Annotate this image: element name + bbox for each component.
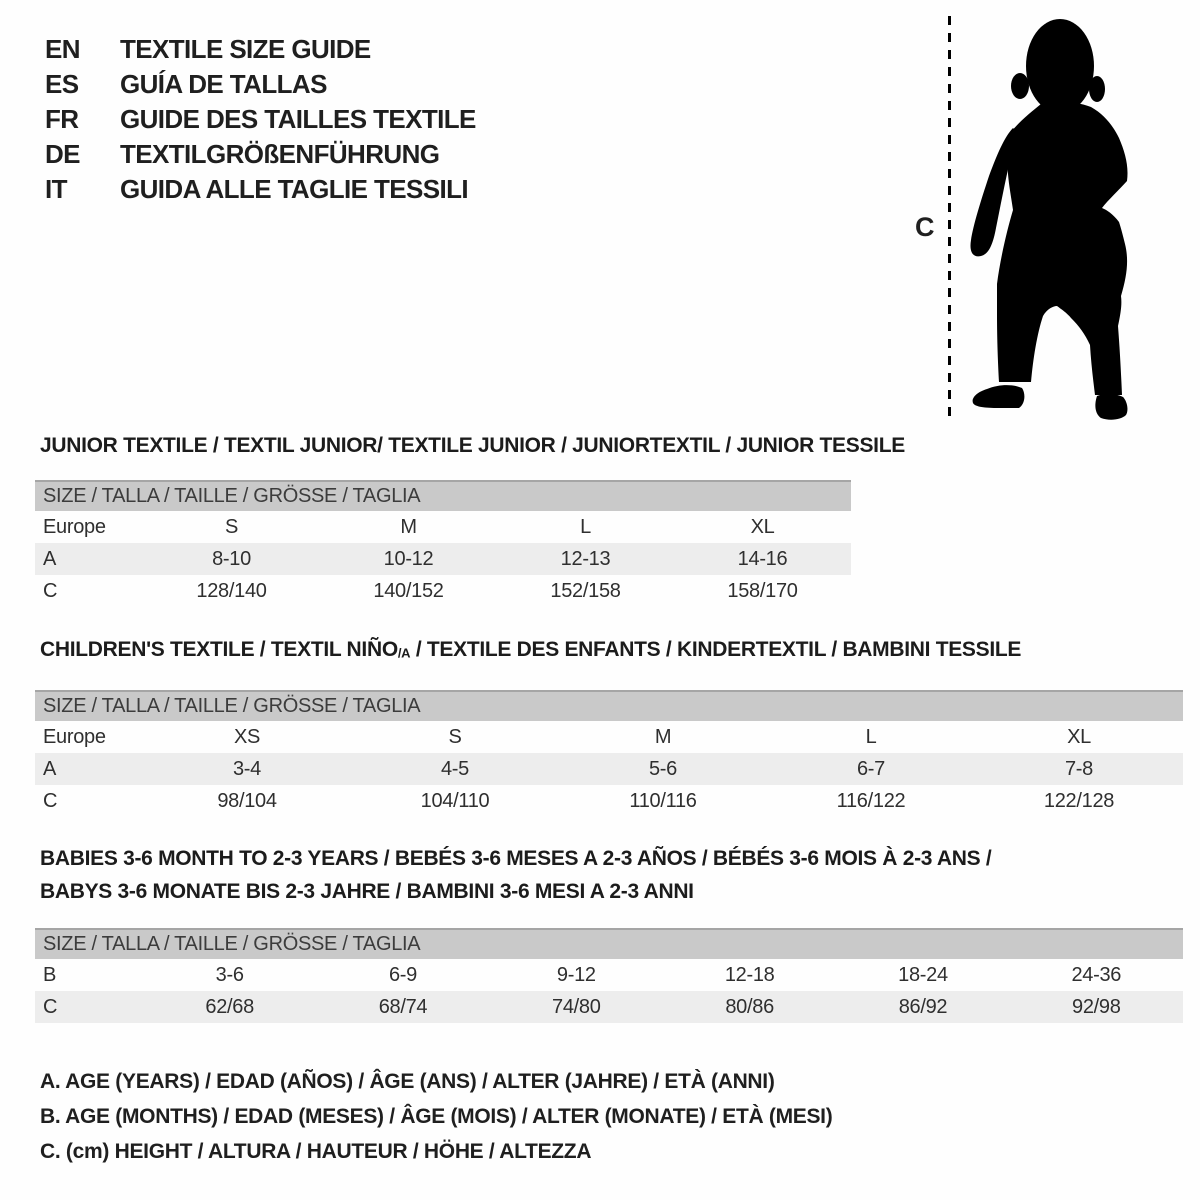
size-cell: XS: [233, 726, 261, 748]
size-cell: XL: [750, 516, 775, 538]
height-cell: 140/152: [373, 580, 444, 602]
language-title: GUIDE DES TAILLES TEXTILE: [120, 104, 476, 134]
size-cell: L: [580, 516, 591, 538]
language-code: DE: [45, 139, 80, 169]
row-label: Europe: [43, 726, 106, 748]
size-cell: M: [654, 726, 672, 748]
size-cell: S: [224, 516, 239, 538]
junior-size-header-bar: SIZE / TALLA / TAILLE / GRÖSSE / TAGLIA: [35, 480, 851, 511]
language-title: GUIDA ALLE TAGLIE TESSILI: [120, 174, 469, 204]
height-cell: 92/98: [1072, 996, 1121, 1018]
age-cell: 4-5: [440, 758, 469, 780]
size-cell: XL: [1067, 726, 1091, 748]
months-cell: 9-12: [556, 964, 596, 986]
legend-line-b: B. AGE (MONTHS) / EDAD (MESES) / ÂGE (MOIS) / ALTER (MONATE) / ETÀ (MESI): [40, 1105, 833, 1128]
language-row: [45, 32, 476, 67]
height-cell: 110/116: [629, 790, 697, 812]
months-cell: 3-6: [215, 964, 244, 986]
junior-row-age: [35, 543, 851, 575]
age-cell: 5-6: [648, 758, 677, 780]
months-cell: 6-9: [388, 964, 417, 986]
language-title: TEXTILE SIZE GUIDE: [120, 34, 371, 64]
childrens-row-age: [35, 753, 1183, 785]
size-cell: L: [865, 726, 877, 748]
height-measure-dashed-line: [948, 16, 951, 418]
language-title: GUÍA DE TALLAS: [120, 69, 327, 99]
childrens-row-height: [35, 785, 1183, 817]
height-cell: 80/86: [725, 996, 774, 1018]
height-c-label: C: [915, 212, 934, 242]
row-label: A: [43, 758, 57, 780]
language-code: IT: [45, 174, 67, 204]
language-code: ES: [45, 69, 79, 99]
height-cell: 98/104: [217, 790, 277, 812]
height-cell: 158/170: [727, 580, 798, 602]
height-cell: 116/122: [836, 790, 906, 812]
months-cell: 12-18: [724, 964, 775, 986]
size-cell: M: [400, 516, 417, 538]
months-cell: 18-24: [898, 964, 948, 986]
height-cell: 74/80: [552, 996, 601, 1018]
junior-row-europe: [35, 511, 851, 543]
age-cell: 8-10: [212, 548, 251, 570]
size-cell: S: [448, 726, 462, 748]
age-cell: 10-12: [383, 548, 434, 570]
childrens-title-subscript: /A: [397, 645, 411, 661]
language-row: [45, 172, 476, 207]
age-cell: 14-16: [737, 548, 788, 570]
language-row: [45, 67, 476, 102]
childrens-row-europe: [35, 721, 1183, 753]
childrens-size-header-bar: SIZE / TALLA / TAILLE / GRÖSSE / TAGLIA: [35, 690, 1183, 721]
junior-row-height: [35, 575, 851, 607]
height-cell: 128/140: [196, 580, 267, 602]
age-cell: 3-4: [232, 758, 261, 780]
age-cell: 6-7: [856, 758, 885, 780]
height-cell: 152/158: [550, 580, 621, 602]
row-label: Europe: [43, 516, 106, 538]
height-cell: 104/110: [420, 790, 490, 812]
age-cell: 12-13: [560, 548, 611, 570]
childrens-title-text: / TEXTILE DES ENFANTS / KINDERTEXTIL / BAMBINI TESSILE: [410, 638, 1022, 661]
legend-line-c: C. (cm) HEIGHT / ALTURA / HAUTEUR / HÖHE / ALTEZZA: [40, 1140, 592, 1163]
language-code: EN: [45, 34, 80, 64]
height-cell: 68/74: [378, 996, 428, 1018]
childrens-section-title: [40, 638, 1021, 662]
height-cell: 62/68: [205, 996, 254, 1018]
row-label: C: [43, 790, 58, 812]
junior-section-title: JUNIOR TEXTILE / TEXTIL JUNIOR/ TEXTILE JUNIOR / JUNIORTEXTIL / JUNIOR TESSILE: [40, 434, 905, 457]
junior-size-table: [35, 480, 851, 607]
babies-size-table: [35, 928, 1183, 1023]
language-row: [45, 102, 476, 137]
language-row: [45, 137, 476, 172]
row-label: A: [43, 548, 57, 570]
childrens-title-text: CHILDREN'S TEXTILE / TEXTIL NIÑO: [40, 638, 398, 661]
age-cell: 7-8: [1064, 758, 1093, 780]
language-code: FR: [45, 104, 79, 134]
babies-size-header-bar: SIZE / TALLA / TAILLE / GRÖSSE / TAGLIA: [35, 928, 1183, 959]
height-cell: 122/128: [1043, 790, 1115, 812]
row-label: C: [43, 996, 58, 1018]
months-cell: 24-36: [1071, 964, 1122, 986]
legend-line-a: A. AGE (YEARS) / EDAD (AÑOS) / ÂGE (ANS) / ALTER (JAHRE) / ETÀ (ANNI): [40, 1070, 775, 1093]
babies-row-months: [35, 959, 1183, 991]
toddler-silhouette-icon: [963, 14, 1141, 422]
childrens-size-table: [35, 690, 1183, 817]
height-cell: 86/92: [898, 996, 948, 1018]
babies-section-title-line1: BABIES 3-6 MONTH TO 2-3 YEARS / BEBÉS 3-6 MESES A 2-3 AÑOS / BÉBÉS 3-6 MOIS À 2-3 ANS /: [40, 847, 992, 870]
measurement-legend: [40, 1064, 832, 1169]
row-label: C: [43, 580, 58, 602]
babies-section-title-line2: BABYS 3-6 MONATE BIS 2-3 JAHRE / BAMBINI 3-6 MESI A 2-3 ANNI: [40, 880, 694, 903]
babies-row-height: [35, 991, 1183, 1023]
row-label: B: [43, 964, 57, 986]
language-title: TEXTILGRÖßENFÜHRUNG: [120, 139, 440, 169]
language-title-list: [45, 32, 476, 207]
